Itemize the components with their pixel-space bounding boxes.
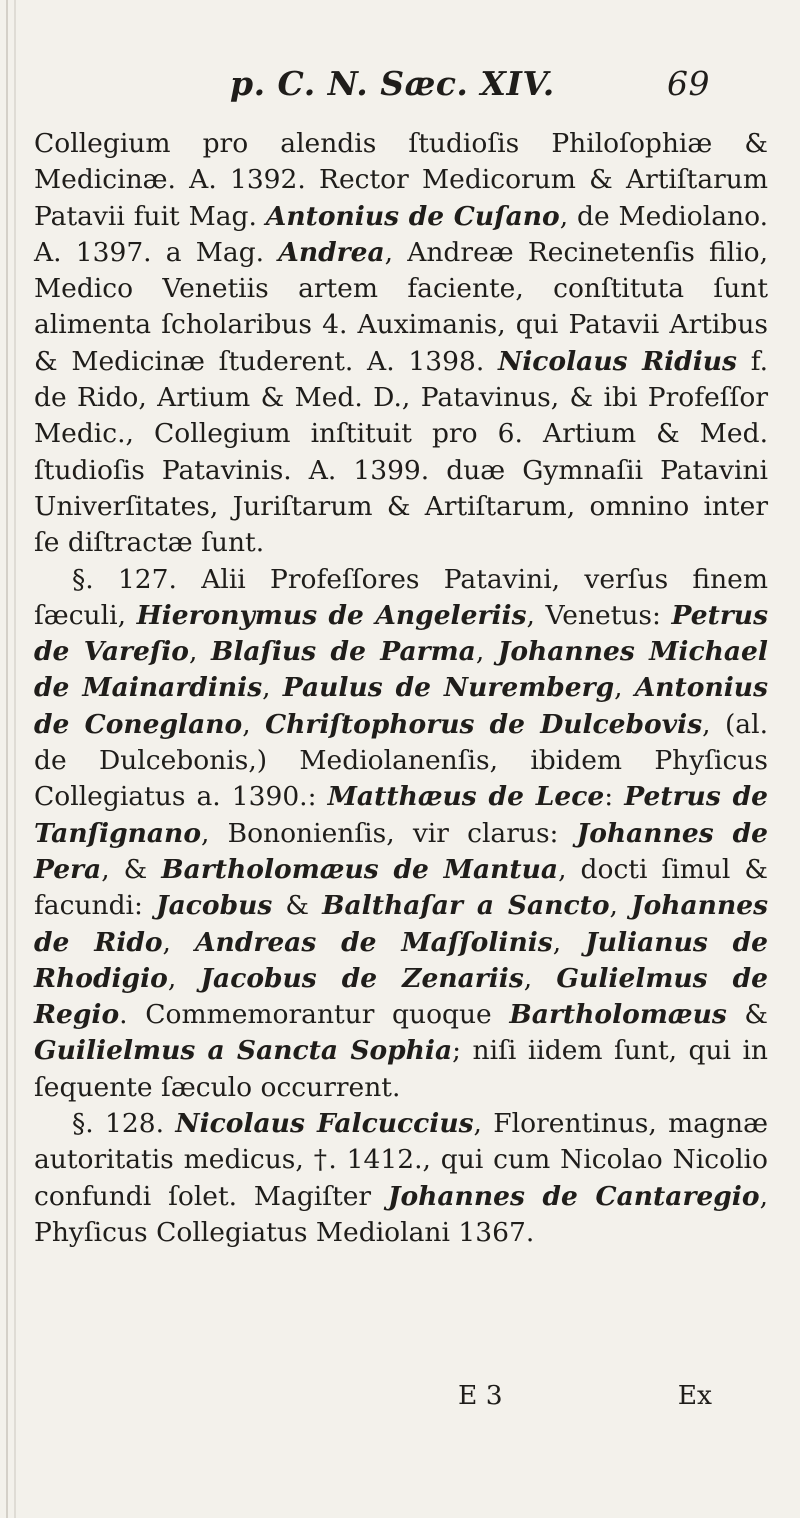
person-name: Paulus de Nuremberg — [282, 672, 615, 704]
person-name: Chriſtophorus de Dulcebovis — [265, 708, 703, 740]
text-run: , — [188, 636, 211, 668]
person-name: Jacobus de Zenariis — [200, 962, 524, 994]
paragraph — [34, 562, 768, 1106]
person-name: Johannes Michael de Mainardinis — [34, 636, 768, 704]
person-name: Johannes de Pera — [34, 817, 768, 885]
paragraph — [34, 1106, 768, 1251]
text-run: , & — [101, 853, 162, 885]
page-number: 69 — [667, 63, 710, 103]
text-run: , — [523, 962, 557, 994]
text-run: , — [262, 672, 283, 704]
person-name: Balthaſar a Sancto — [322, 890, 610, 922]
person-name: Bartholomæus de Mantua — [161, 853, 559, 885]
person-name: Nicolaus Ridius — [498, 345, 737, 377]
person-name: Nicolaus Falcuccius — [175, 1108, 474, 1140]
text-run: , — [614, 672, 635, 704]
page-footer — [100, 1380, 740, 1416]
catchword: Ex — [677, 1380, 712, 1411]
text-run: , — [552, 926, 586, 958]
person-name: Petrus de Tanſignano — [34, 781, 768, 849]
text-run: & — [272, 890, 323, 922]
person-name: Andrea — [278, 236, 385, 268]
person-name: Matthæus de Lece — [327, 781, 605, 813]
text-run: §. 127. Alii Profeſſores Patavini, verſus finem ſæculi, — [34, 563, 768, 631]
signature-mark: E 3 — [458, 1380, 503, 1411]
person-name: Antonius de Cuſano — [265, 200, 560, 232]
text-run: , docti ſimul & facundi: — [34, 853, 768, 922]
text-run: §. 128. — [72, 1108, 176, 1140]
text-run: f. de Rido, Artium & Med. D., Patavinus, & ibi Profeſſor Medic., Collegium inſtituit pro 6. Artium & Med. ſtudioſis Patavinis. A. 1399. duæ Gymnaſii Patavini Univerſitates, Juriſtarum & Artiſtarum, omnino inter ſe diſtractæ ſunt. — [34, 345, 768, 559]
person-name: Andreas de Maſſolinis — [195, 926, 553, 958]
text-run: , de Mediolano. A. 1397. a Mag. — [34, 200, 768, 268]
text-run: . Commemorantur quoque — [119, 999, 510, 1031]
text-run: Collegium pro alendis ſtudioſis Philoſophiæ & Medicinæ. A. 1392. Rector Medicorum & Artiſtarum Patavii fuit Mag. — [34, 128, 768, 232]
text-run: , Venetus: — [526, 599, 672, 631]
person-name: Petrus de Vareſio — [34, 599, 768, 668]
text-run: , (al. de Dulcebonis,) Mediolanenſis, ibidem Phyſicus Collegiatus a. 1390.: — [34, 708, 769, 813]
text-run: , — [242, 708, 266, 740]
text-run: , Florentinus, magnæ autoritatis medicus, †. 1412., qui cum Nicolao Nicolio confundi ſolet. Magiſter — [34, 1108, 768, 1212]
text-run: , — [167, 962, 201, 994]
binding-edge — [6, 0, 8, 1518]
person-name: Antonius de Coneglano — [34, 672, 768, 740]
text-run: , Andreæ Recinetenſis filio, Medico Venetiis artem faciente, conſtituta ſunt alimenta ſcholaribus 4. Auximanis, qui Patavii Artibus & Medicinæ ſtuderent. A. 1398. — [34, 236, 768, 377]
text-run: : — [604, 781, 625, 813]
text-run: & — [726, 999, 768, 1031]
person-name: Hieronymus de Angeleriis — [136, 599, 527, 631]
text-run: , Bononienſis, vir clarus: — [201, 817, 577, 849]
running-title: p. C. N. Sæc. XIV. — [230, 63, 555, 103]
person-name: Johannes de Rido — [34, 890, 768, 958]
person-name: Julianus de Rhodigio — [34, 926, 768, 994]
text-run: , — [609, 890, 632, 922]
text-run: , Phyſicus Collegiatus Mediolani 1367. — [34, 1180, 768, 1248]
binding-edge-shadow — [14, 0, 16, 1518]
text-run: ; niſi iidem ſunt, qui in ſequente ſæculo occurrent. — [34, 1035, 768, 1103]
person-name: Jacobus — [156, 890, 273, 922]
person-name: Gulielmus de Regio — [34, 962, 768, 1031]
person-name: Guilielmus a Sancta Sophia — [34, 1035, 453, 1067]
person-name: Johannes de Cantaregio — [387, 1180, 760, 1212]
text-run: , — [162, 926, 195, 958]
paragraph — [34, 126, 768, 562]
running-header — [230, 60, 710, 106]
main-text — [34, 126, 768, 1251]
person-name: Bartholomæus — [509, 999, 727, 1031]
text-run: , — [475, 636, 498, 668]
person-name: Blaſius de Parma — [210, 636, 476, 668]
